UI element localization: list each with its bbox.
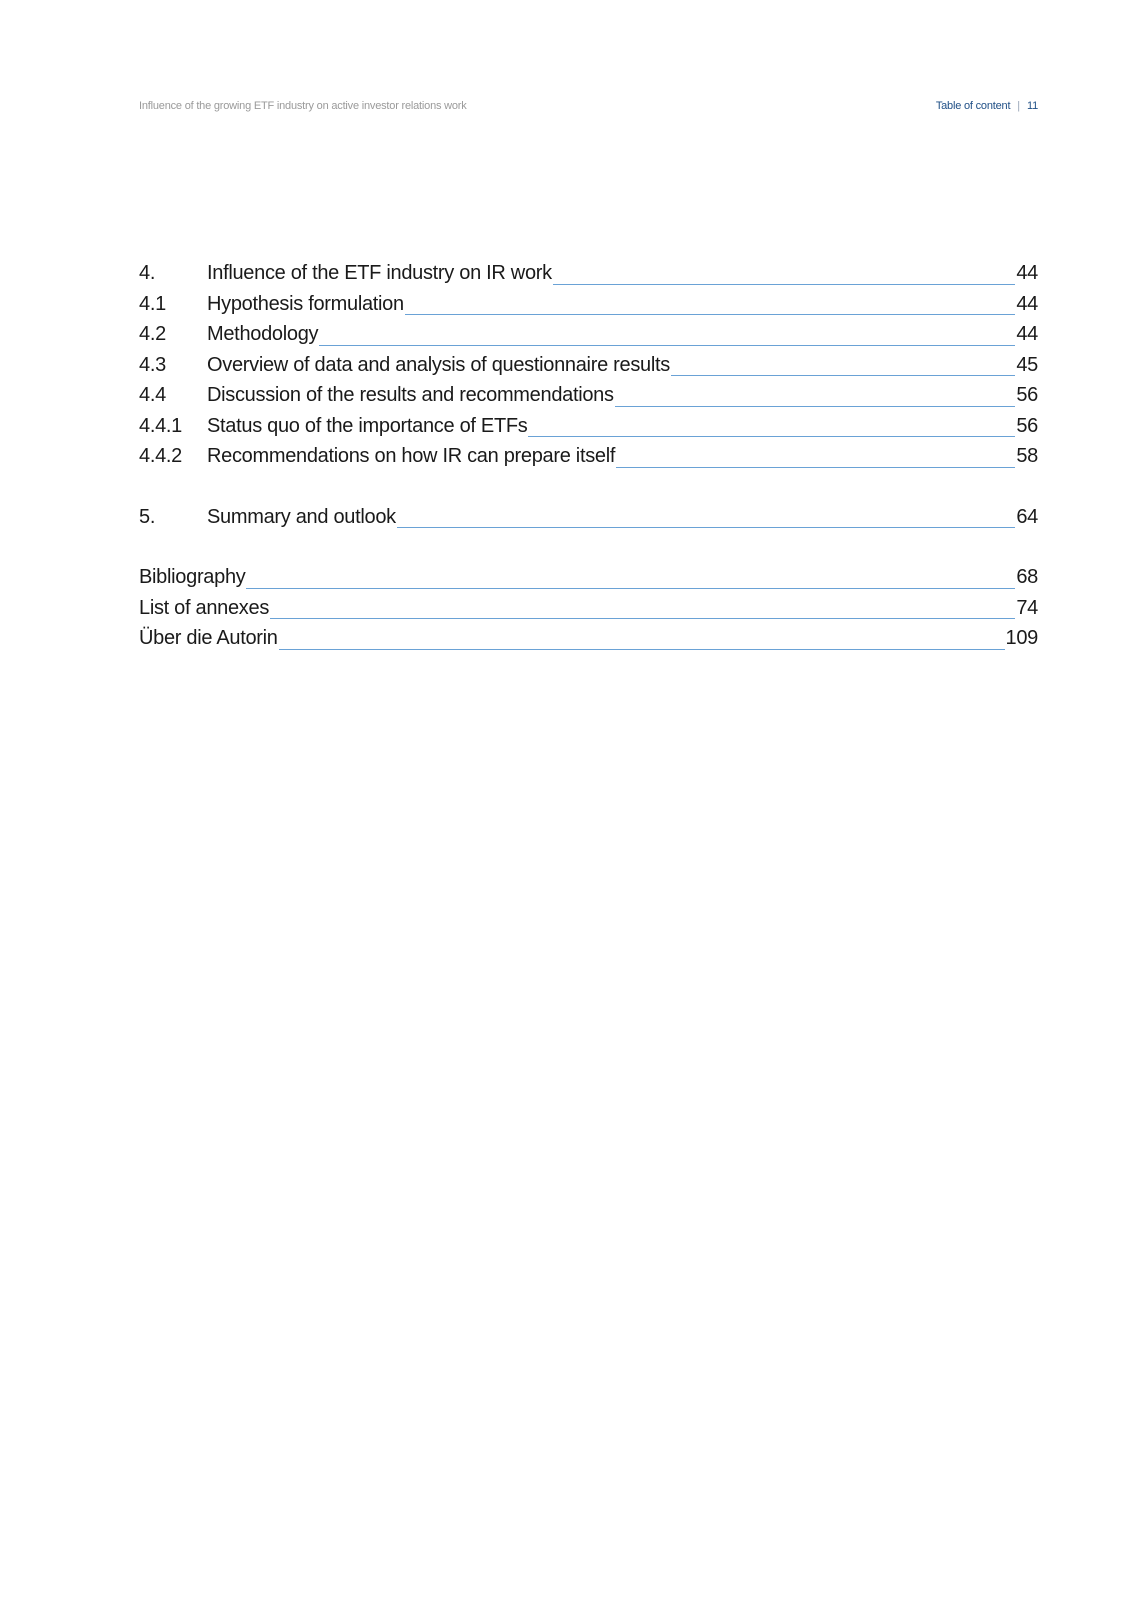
toc-entry-title: Über die Autorin	[139, 627, 278, 649]
toc-entry-page: 56	[1016, 414, 1038, 437]
toc-entry-number: 4.1	[139, 292, 166, 315]
toc-entry-page: 64	[1016, 505, 1038, 528]
toc-entry-page: 56	[1016, 384, 1038, 406]
toc-leader-line	[319, 345, 1015, 346]
toc-entry[interactable]	[139, 506, 1038, 537]
toc-group-chapter-4	[139, 262, 1038, 476]
toc-entry-title: List of annexes	[139, 596, 270, 619]
toc-entry-title: Recommendations on how IR can prepare itself	[207, 445, 616, 467]
toc-entry-page: 68	[1016, 566, 1038, 588]
toc-entry[interactable]	[139, 384, 1038, 415]
toc-entry-number: 4.3	[139, 353, 166, 376]
toc-entry-page: 58	[1016, 445, 1038, 467]
document-title: Influence of the growing ETF industry on active investor relations work	[139, 100, 467, 112]
page-number: 11	[1026, 100, 1038, 112]
toc-entry[interactable]	[139, 293, 1038, 324]
toc-leader-line	[405, 314, 1016, 315]
toc-leader-line	[616, 467, 1015, 468]
toc-entry-title: Status quo of the importance of ETFs	[207, 414, 528, 437]
toc-entry[interactable]	[139, 354, 1038, 385]
toc-group-appendix	[139, 566, 1038, 658]
toc-entry[interactable]	[139, 566, 1038, 597]
toc-entry-page: 44	[1016, 262, 1038, 284]
toc-entry-title: Influence of the ETF industry on IR work	[207, 262, 552, 284]
toc-entry-page: 44	[1016, 292, 1038, 315]
toc-entry-title: Summary and outlook	[207, 505, 396, 528]
toc-leader-line	[528, 436, 1015, 437]
toc-group-chapter-5	[139, 506, 1038, 537]
toc-entry-number: 4.	[139, 262, 156, 284]
toc-entry-number: 4.4	[139, 384, 166, 406]
toc-entry-number: 4.4.2	[139, 445, 182, 467]
toc-entry-page: 74	[1016, 596, 1038, 619]
toc-entry-page: 109	[1005, 627, 1038, 649]
toc-entry-title: Discussion of the results and recommendations	[207, 384, 614, 406]
header-section-info	[936, 100, 1038, 112]
section-label: Table of content	[935, 100, 1011, 112]
toc-entry-page: 45	[1016, 353, 1038, 376]
toc-entry[interactable]	[139, 627, 1038, 658]
toc-leader-line	[279, 649, 1005, 650]
toc-entry-title: Bibliography	[139, 566, 246, 588]
toc-entry-number: 4.2	[139, 323, 166, 345]
toc-leader-line	[671, 375, 1015, 376]
toc-entry[interactable]	[139, 262, 1038, 293]
toc-leader-line	[615, 406, 1016, 407]
toc-leader-line	[553, 284, 1016, 285]
toc-entry-page: 44	[1016, 323, 1038, 345]
toc-entry[interactable]	[139, 323, 1038, 354]
toc-entry-title: Hypothesis formulation	[207, 292, 404, 315]
toc-entry[interactable]	[139, 415, 1038, 446]
toc-entry[interactable]	[139, 445, 1038, 476]
toc-entry[interactable]	[139, 597, 1038, 628]
toc-entry-title: Methodology	[207, 323, 319, 345]
toc-entry-title: Overview of data and analysis of questionnaire results	[207, 353, 670, 376]
header-separator: |	[1017, 100, 1020, 112]
table-of-contents	[139, 262, 1038, 688]
toc-entry-number: 5.	[139, 505, 156, 528]
toc-leader-line	[397, 527, 1016, 528]
running-header	[139, 98, 1038, 114]
toc-leader-line	[270, 618, 1015, 619]
toc-leader-line	[246, 588, 1015, 589]
toc-entry-number: 4.4.1	[139, 414, 182, 437]
